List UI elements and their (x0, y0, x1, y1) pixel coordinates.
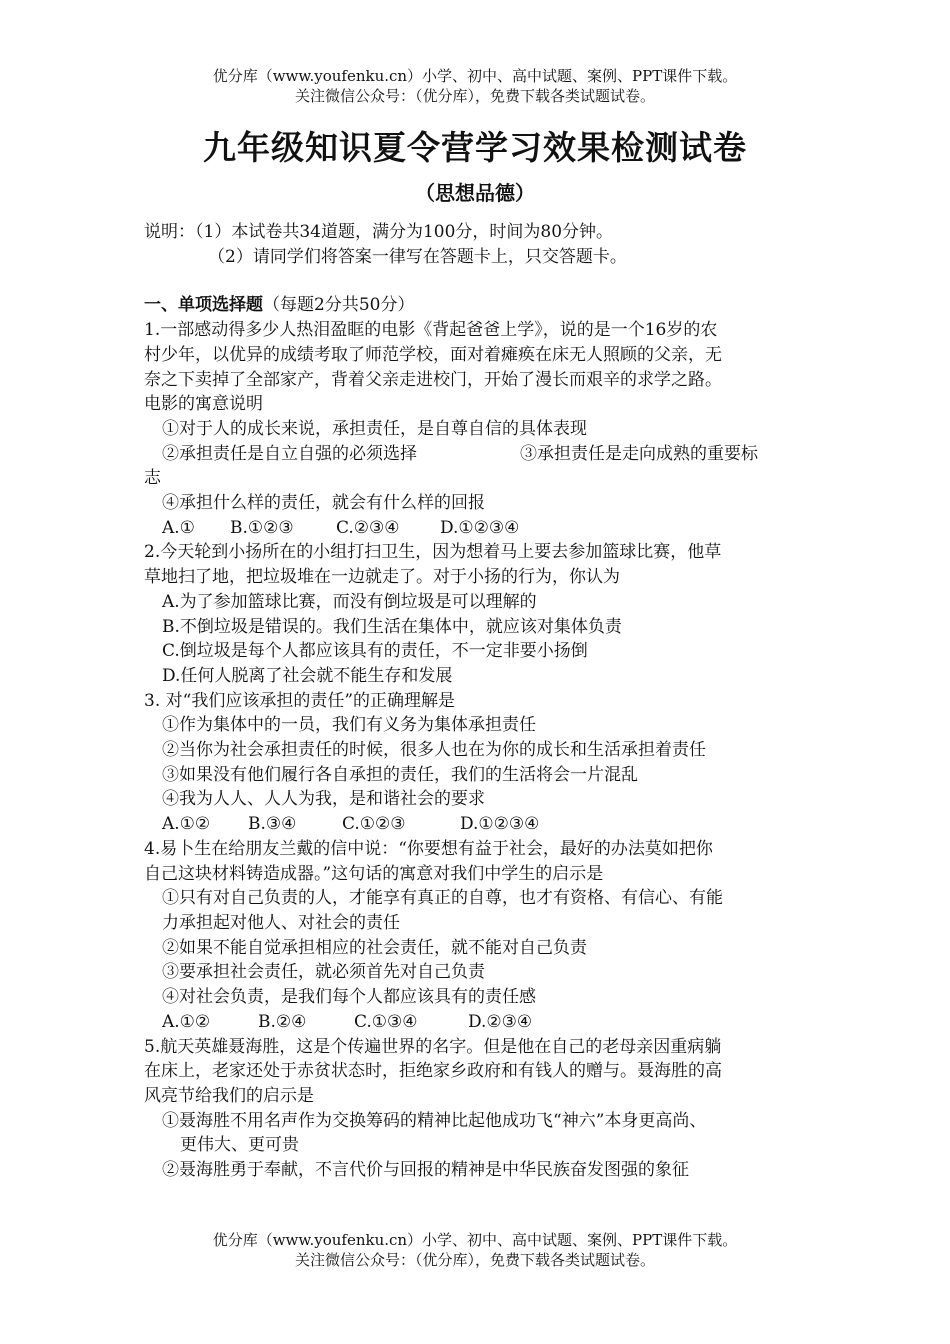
q2-stem-line: 草地扫了地，把垃圾堆在一边就走了。对于小扬的行为，你认为 (144, 567, 620, 588)
instructions-line-2: （2）请同学们将答案一律写在答题卡上，只交答题卡。 (208, 246, 627, 267)
q3-options (144, 812, 808, 837)
q4-stem-line: 自己这块材料铸造成器。”这句话的寓意对我们中学生的启示是 (144, 863, 604, 884)
exam-subtitle: （思想品德） (415, 181, 535, 205)
q1-option-c: C.②③④ (336, 517, 400, 538)
q3-statement-4: ④我为人人、人人为我，是和谐社会的要求 (162, 789, 485, 810)
q5-stem-line: 在床上，老家还处于赤贫状态时，拒绝家乡政府和有钱人的赠与。聂海胜的高 (144, 1061, 722, 1082)
footer-line-1: 优分库（www.youfenku.cn）小学、初中、高中试题、案例、PPT课件下载。 (212, 1231, 738, 1249)
q1-statement-4: ④承担什么样的责任，就会有什么样的回报 (162, 493, 485, 514)
section-note: （每题2分共50分） (263, 295, 415, 316)
q3-option-d: D.①②③④ (460, 814, 540, 835)
q1-statement-2-3 (144, 442, 808, 467)
q1-options (144, 516, 808, 541)
q1-option-a: A.① (162, 517, 195, 538)
q2-option-d: D.任何人脱离了社会就不能生存和发展 (162, 665, 453, 686)
instructions-line-1 (144, 220, 808, 245)
q1-statement-3: ③承担责任是走向成熟的重要标 (520, 443, 758, 464)
q3-option-a: A.①② (162, 814, 211, 835)
q3-statement-3: ③如果没有他们履行各自承担的责任，我们的生活将会一片混乱 (162, 764, 638, 785)
q3-statement-1: ①作为集体中的一员，我们有义务为集体承担责任 (162, 715, 536, 736)
q4-options (144, 1010, 808, 1035)
q5-statement-1: ①聂海胜不用名声作为交换筹码的精神比起他成功飞“神六”本身更高尚、 (162, 1110, 707, 1131)
q3-option-b: B.③④ (248, 814, 297, 835)
q4-statement-2: ②如果不能自觉承担相应的社会责任，就不能对自己负责 (162, 937, 587, 958)
instructions-label: 说明： (144, 222, 195, 242)
q1-stem-line: 电影的寓意说明 (144, 394, 263, 415)
q1-stem-line: 村少年，以优异的成绩考取了师范学校，面对着瘫痪在床无人照顾的父亲，无 (144, 344, 722, 365)
q2-option-a: A.为了参加篮球比赛，而没有倒垃圾是可以理解的 (162, 591, 537, 612)
exam-title: 九年级知识夏令营学习效果检测试卷 (203, 128, 747, 167)
page-header (0, 66, 950, 106)
q4-statement-1-cont: 力承担起对他人、对社会的责任 (162, 912, 400, 933)
q1-option-b: B.①②③ (230, 517, 294, 538)
q3-stem: 3. 对“我们应该承担的责任”的正确理解是 (144, 690, 456, 711)
q4-option-d: D.②③④ (468, 1011, 533, 1032)
spacer (144, 269, 808, 293)
q1-stem-line: 1.一部感动得多少人热泪盈眶的电影《背起爸爸上学》，说的是一个16岁的农 (144, 320, 718, 341)
footer-line-2: 关注微信公众号：（优分库），免费下载各类试题试卷。 (294, 1251, 655, 1269)
header-line-1: 优分库（www.youfenku.cn）小学、初中、高中试题、案例、PPT课件下载。 (212, 67, 738, 85)
q4-statement-1: ①只有对自己负责的人，才能享有真正的自尊，也才有资格、有信心、有能 (162, 888, 723, 909)
q1-stem-line: 奈之下卖掉了全部家产，背着父亲走进校门，开始了漫长而艰辛的求学之路。 (144, 369, 722, 390)
q2-option-b: B.不倒垃圾是错误的。我们生活在集体中，就应该对集体负责 (162, 616, 622, 637)
q4-option-b: B.②④ (258, 1011, 307, 1032)
q5-stem-line: 5.航天英雄聂海胜，这是个传遍世界的名字。但是他在自己的老母亲因重病躺 (144, 1036, 722, 1057)
q4-statement-4: ④对社会负责，是我们每个人都应该具有的责任感 (162, 987, 536, 1008)
q1-statement-1: ①对于人的成长来说，承担责任，是自尊自信的具体表现 (162, 418, 587, 439)
q2-stem-line: 2.今天轮到小扬所在的小组打扫卫生，因为想着马上要去参加篮球比赛，他草 (144, 542, 722, 563)
q1-option-d: D.①②③④ (440, 517, 520, 538)
q4-option-a: A.①② (162, 1011, 211, 1032)
q3-statement-2: ②当你为社会承担责任的时候，很多人也在为你的成长和生活承担着责任 (162, 740, 706, 761)
q4-statement-3: ③要承担社会责任，就必须首先对自己负责 (162, 962, 485, 983)
q1-statement-2: ②承担责任是自立自强的必须选择 (162, 443, 417, 464)
q1-statement-3-cont: 志 (144, 468, 161, 489)
q4-option-c: C.①③④ (354, 1011, 418, 1032)
q5-statement-2: ②聂海胜勇于奉献，不言代价与回报的精神是中华民族奋发图强的象征 (162, 1160, 689, 1181)
section-title: 一、单项选择题 (144, 295, 263, 316)
q3-option-c: C.①②③ (342, 814, 406, 835)
q4-stem-line: 4.易卜生在给朋友兰戴的信中说：“你要想有益于社会，最好的办法莫如把你 (144, 838, 713, 859)
exam-body (144, 220, 808, 1183)
section-heading (144, 293, 808, 318)
header-line-2: 关注微信公众号：（优分库），免费下载各类试题试卷。 (294, 87, 655, 105)
q5-stem-line: 风亮节给我们的启示是 (144, 1085, 314, 1106)
q2-option-c: C.倒垃圾是每个人都应该具有的责任，不一定非要小扬倒 (162, 641, 588, 662)
page-footer (0, 1230, 950, 1270)
instructions-item-1: （1）本试卷共34道题，满分为100分，时间为80分钟。 (195, 222, 614, 242)
q5-statement-1-cont: 更伟大、更可贵 (180, 1135, 299, 1156)
